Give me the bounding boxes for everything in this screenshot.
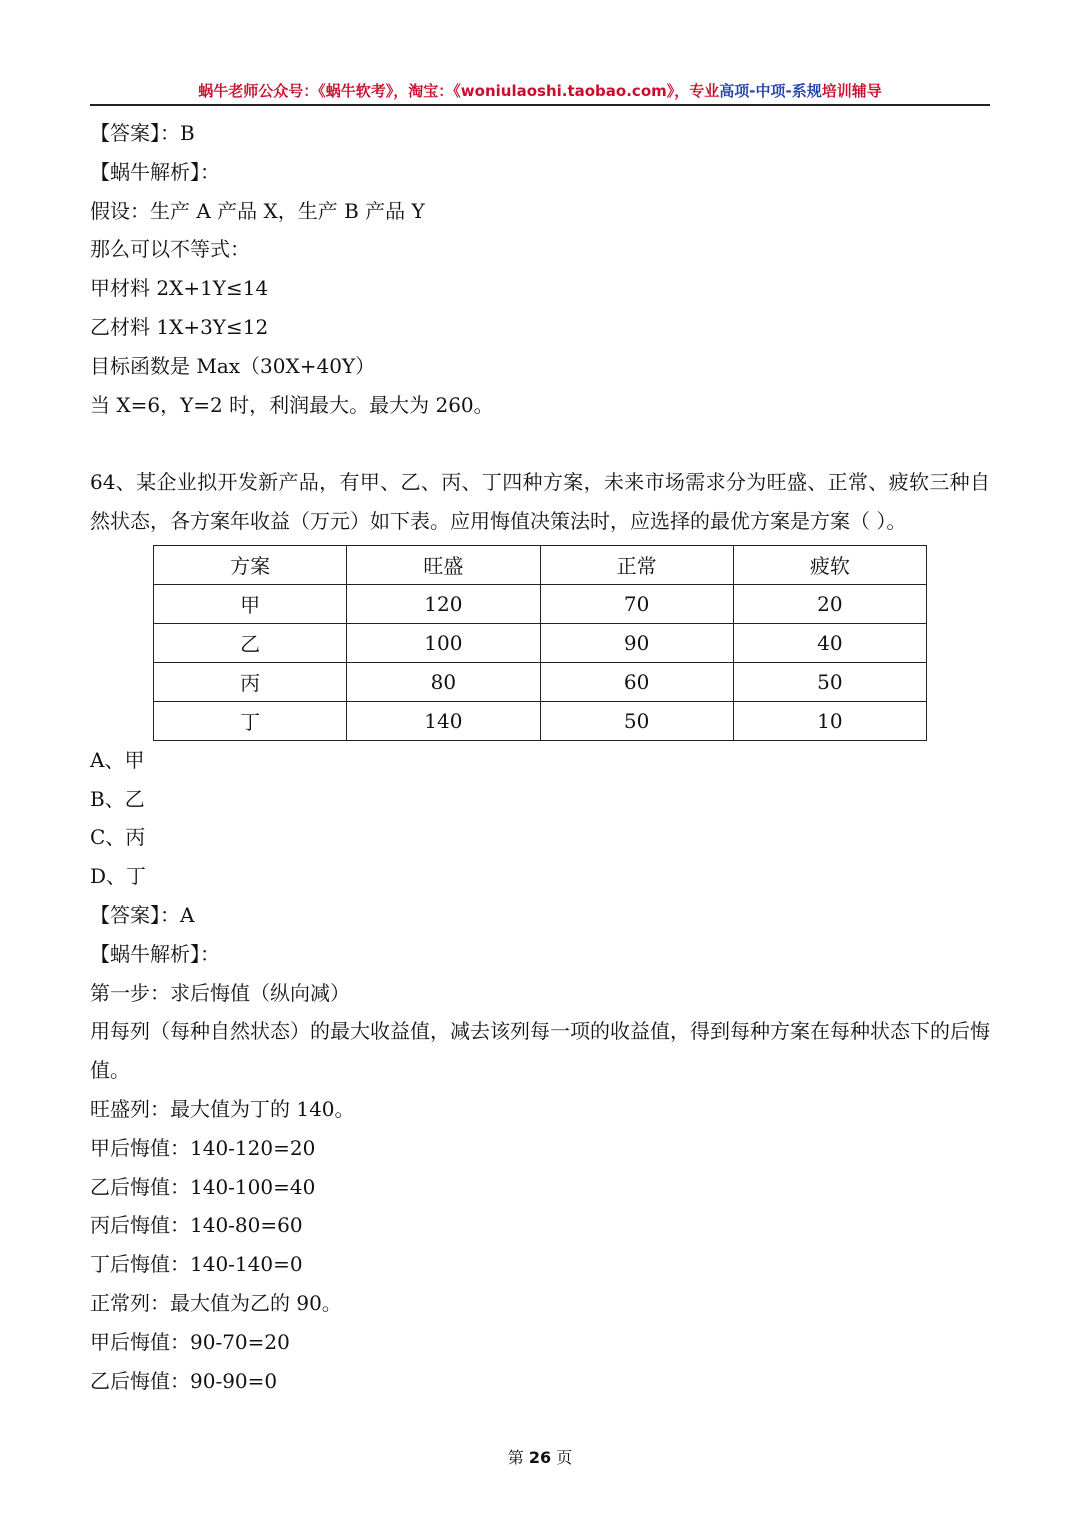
- table-cell: 140: [347, 701, 540, 740]
- option-b: B、乙: [90, 786, 145, 811]
- table-cell: 90: [540, 623, 733, 662]
- table-cell: 甲: [154, 584, 347, 623]
- page-header: [90, 78, 990, 106]
- page-footer: [0, 1445, 1080, 1471]
- table-row: [154, 701, 927, 740]
- table-cell: 60: [540, 662, 733, 701]
- table-header-row: [154, 545, 927, 584]
- q64-line: 丙后悔值：140-80=60: [90, 1213, 303, 1238]
- option-d: D、丁: [90, 864, 147, 889]
- table-row: [154, 662, 927, 701]
- q63-line: 乙材料 1X+3Y≤12: [90, 314, 269, 339]
- q64-line: 旺盛列：最大值为丁的 140。: [90, 1096, 355, 1121]
- paragraph-gap: [90, 424, 990, 463]
- table-cell: 70: [540, 584, 733, 623]
- table-cell: 120: [347, 584, 540, 623]
- q63-answer: 【答案】：B: [90, 121, 195, 145]
- table-cell: 100: [347, 623, 540, 662]
- table-cell: 80: [347, 662, 540, 701]
- q64-line: 乙后悔值：90-90=0: [90, 1368, 278, 1393]
- option-c: C、丙: [90, 825, 146, 850]
- table-header-cell: 旺盛: [347, 545, 540, 584]
- table-cell: 丁: [154, 701, 347, 740]
- q64-analysis-label: 【蜗牛解析】：: [90, 941, 220, 966]
- option-a: A、甲: [90, 747, 145, 772]
- q63-line: 假设：生产 A 产品 X，生产 B 产品 Y: [90, 198, 425, 223]
- q63-line: 当 X=6，Y=2 时，利润最大。最大为 260。: [90, 392, 494, 417]
- header-text-1: 蜗牛老师公众号：《蜗牛软考》，淘宝：《woniulaoshi.taobao.com》，专业: [198, 82, 720, 100]
- table-cell: 50: [733, 662, 926, 701]
- page-number: 26: [528, 1448, 552, 1467]
- q64-question: 64、某企业拟开发新产品，有甲、乙、丙、丁四种方案，未来市场需求分为旺盛、正常、疲软三种自然状态，各方案年收益（万元）如下表。应用悔值决策法时，应选择的最优方案是方案（ ）。: [90, 470, 990, 533]
- q63-line: 目标函数是 Max（30X+40Y）: [90, 353, 376, 378]
- q64-step1-desc: 用每列（每种自然状态）的最大收益值，减去该列每一项的收益值，得到每种方案在每种状态下的后悔值。: [90, 1019, 990, 1083]
- q64-answer: 【答案】：A: [90, 902, 195, 927]
- q63-line: 甲材料 2X+1Y≤14: [90, 276, 269, 301]
- table-row: [154, 623, 927, 662]
- q64-line: 丁后悔值：140-140=0: [90, 1252, 303, 1277]
- q63-analysis-label: 【蜗牛解析】：: [90, 159, 220, 184]
- table-row: [154, 584, 927, 623]
- q64-line: 正常列：最大值为乙的 90。: [90, 1290, 342, 1315]
- header-text-3: 培训辅导: [821, 82, 882, 100]
- q63-line: 那么可以不等式：: [90, 237, 250, 262]
- table-cell: 丙: [154, 662, 347, 701]
- q64-line: 甲后悔值：140-120=20: [90, 1135, 316, 1160]
- table-header-cell: 疲软: [733, 545, 926, 584]
- table-cell: 20: [733, 584, 926, 623]
- table-header-cell: 正常: [540, 545, 733, 584]
- payoff-table: [153, 545, 927, 741]
- page-content: [90, 114, 990, 1400]
- table-header-cell: 方案: [154, 545, 347, 584]
- q64-line: 甲后悔值：90-70=20: [90, 1329, 290, 1354]
- table-cell: 乙: [154, 623, 347, 662]
- table-cell: 10: [733, 701, 926, 740]
- table-cell: 40: [733, 623, 926, 662]
- footer-prefix: 第: [507, 1448, 524, 1467]
- table-cell: 50: [540, 701, 733, 740]
- footer-suffix: 页: [556, 1448, 573, 1467]
- q64-line: 乙后悔值：140-100=40: [90, 1174, 316, 1199]
- q64-step1: 第一步：求后悔值（纵向减）: [90, 980, 350, 1005]
- header-text-2: 高项-中项-系规: [719, 82, 822, 100]
